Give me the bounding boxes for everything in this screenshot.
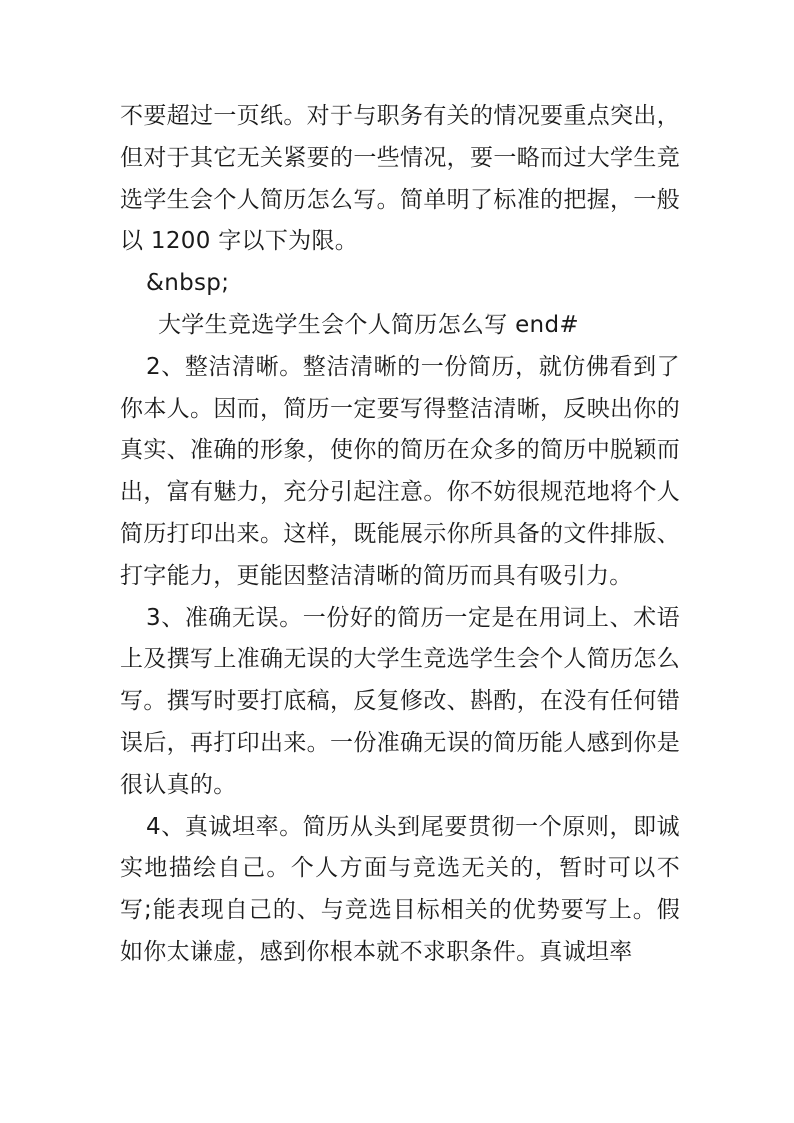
paragraph-accurate: 3、准确无误。一份好的简历一定是在用词上、术语上及撰写上准确无误的大学生竞选学生会个人简历怎么写。撰写时要打底稿，反复修改、斟酌，在没有任何错误后，再打印出来。一份准确无误的简历能人感到你是很认真的。 bbox=[120, 604, 680, 798]
body-text bbox=[120, 96, 680, 974]
paragraph-sincere: 4、真诚坦率。简历从头到尾要贯彻一个原则，即诚实地描绘自己。个人方面与竞选无关的，暂时可以不写;能表现自己的、与竞选目标相关的优势要写上。假如你太谦虚，感到你根本就不求职条件。真诚坦率 bbox=[120, 813, 680, 965]
paragraph-nbsp: &nbsp; bbox=[146, 270, 230, 297]
section-heading: 大学生竞选学生会个人简历怎么写 end# bbox=[158, 311, 579, 338]
paragraph-page-limit: 不要超过一页纸。对于与职务有关的情况要重点突出，但对于其它无关紧要的一些情况，要一略而过大学生竞选学生会个人简历怎么写。简单明了标准的把握，一般以 1200 字以下为限。 bbox=[120, 103, 680, 255]
paragraph-neat-clear: 2、整洁清晰。整洁清晰的一份简历，就仿佛看到了你本人。因而，简历一定要写得整洁清晰，反映出你的真实、准确的形象，使你的简历在众多的简历中脱颖而出，富有魅力，充分引起注意。你不妨很规范地将个人简历打印出来。这样，既能展示你所具备的文件排版、打字能力，更能因整洁清晰的简历而具有吸引力。 bbox=[120, 353, 680, 589]
